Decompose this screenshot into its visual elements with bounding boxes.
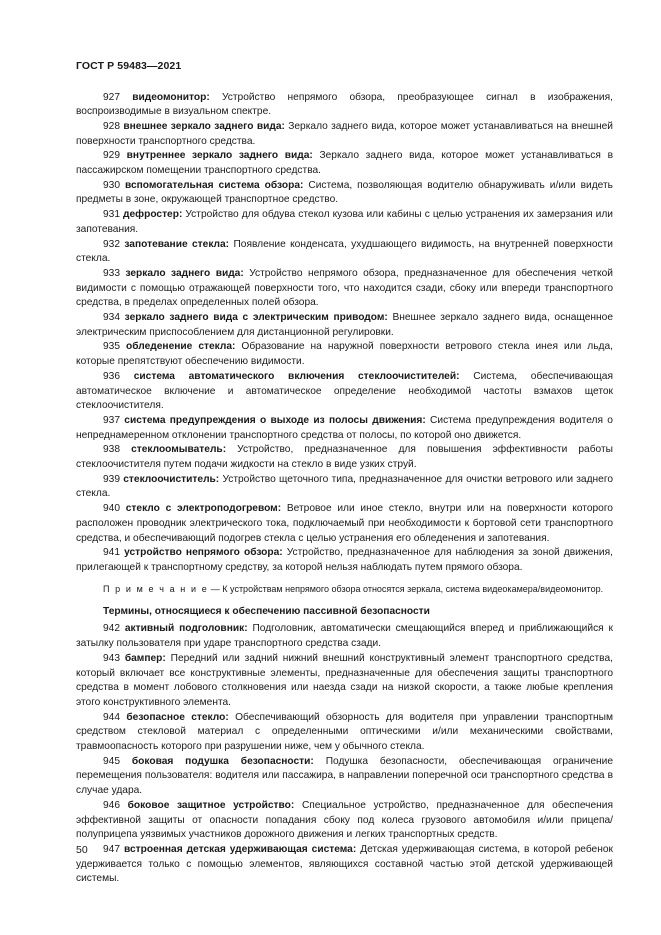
page-number: 50 [76,844,88,856]
entry-term: вспомогательная система обзора: [124,179,304,191]
entry-definition: Подушка безопасности, обеспечивающая ограничение перемещения пользователя: водителя или пассажира, в направлении поперечной оси транспортного средства в случае удара. [76,755,613,797]
term-entry [76,443,613,472]
entry-number: 928 [103,120,120,132]
entry-number: 942 [103,623,120,635]
term-entry [76,711,613,755]
entry-number: 931 [103,209,120,221]
note [76,583,613,596]
entry-term: запотевание стекла: [124,238,230,250]
entry-number: 946 [103,799,120,811]
term-entry [76,755,613,799]
term-entry [76,179,613,208]
term-entry [76,311,613,340]
term-entry [76,473,613,502]
entry-term: зеркало заднего вида с электрическим приводом: [124,312,388,324]
entry-definition: Устройство щеточного типа, предназначенное для очистки ветрового или заднего стекла. [76,473,613,500]
term-entry [76,149,613,178]
entry-number: 932 [103,238,120,250]
entry-definition: Зеркало заднего вида, которое может устанавливаться на внешней поверхности транспортного средства. [76,120,613,147]
term-entry [76,622,613,651]
entry-term: видеомонитор: [132,91,210,103]
entry-definition: Система предупреждения водителя о непреднамеренном отклонении транспортного средства от полосы, по которой оно движется. [76,414,613,441]
term-entry [76,120,613,149]
entry-number: 935 [103,341,120,353]
term-entry [76,208,613,237]
entry-term: система предупреждения о выходе из полосы движения: [124,414,426,426]
term-entry [76,546,613,575]
entry-definition: Устройство для обдува стекол кузова или кабины с целью устранения их замерзания или запотевания. [76,209,613,235]
entry-term: безопасное стекло: [126,711,229,723]
entry-definition: Детская удерживающая система, в которой ребенок удерживается только с помощью элементов, являющихся составной частью этой детской удерживающей системы. [76,843,613,885]
document-body [76,91,613,888]
entry-definition: Передний или задний нижний внешний конструктивный элемент транспортного средства, который включает все конструктивные элементы, предназначенные для обеспечения защиты транспортного средства в момент лобового столкновения или наезда сзади на низкой скорости, а также любые крепления этого конструктивного элемента. [76,652,613,708]
entry-number: 947 [103,843,120,855]
page-header: ГОСТ Р 59483—2021 [76,60,182,72]
term-entry [76,340,613,369]
note-label: П р и м е ч а н и е [103,583,209,594]
term-entry [76,799,613,843]
entry-definition: Ветровое или иное стекло, внутри или на поверхности которого расположен проводник электрического тока, подключаемый при необходимости к бортовой сети транспортного средства, и обеспечивающий подогрев стекла с целью устранения его обледенения и запотевания. [76,503,613,544]
entry-number: 929 [103,150,120,162]
term-entry [76,238,613,267]
entry-number: 936 [103,370,120,382]
entry-definition: Появление конденсата, ухудшающего видимость, на внутренней поверхности стекла. [76,238,613,265]
entry-definition: Система, обеспечивающая автоматическое включение и автоматическое определение необходимой частоты взмахов щеток стеклоочистителя. [76,370,613,412]
entry-term: бампер: [124,652,166,664]
entry-term: обледенение стекла: [126,341,236,353]
entry-number: 933 [103,267,120,279]
entry-term: система автоматического включения стеклоочистителей: [133,370,460,382]
entry-number: 943 [103,652,120,664]
entry-definition: Подголовник, автоматически смещающийся вперед и приближающийся к затылку пользователя при ударе транспортного средства сзади. [76,623,613,650]
entries-group-b [76,622,613,887]
entry-number: 938 [103,444,120,456]
entry-definition: Обеспечивающий обзорность для водителя при управлении транспортным средством стекловой материал с определенными оптическими и/или механическими свойствами, травмоопасность которого при разрушении ниже, чем у обычного стекла. [76,711,613,753]
term-entry [76,267,613,311]
entry-definition: Зеркало заднего вида, которое может устанавливаться в пассажирском помещении транспортного средства. [76,150,613,177]
entry-term: боковое защитное устройство: [127,799,295,811]
entry-definition: Устройство, предназначенное для повышения эффективности работы стеклоочистителя путем подачи жидкости на стекло в виде узких струй. [76,444,613,471]
entry-definition: Устройство непрямого обзора, преобразующее сигнал в изображения, воспроизводимые в визуальном спектре. [76,91,613,118]
entry-term: устройство непрямого обзора: [124,547,283,559]
entry-term: стеклоомыватель: [131,444,227,456]
entry-term: дефростер: [123,209,183,221]
entry-definition: Устройство непрямого обзора, предназначенное для обеспечения четкой видимости с помощью отражающей поверхности того, что находится сзади, сбоку или впереди транспортного средства, в пределах определенных полей обзора. [76,267,613,309]
entry-definition: Специальное устройство, предназначенное для обеспечения эффективной защиты от опасности попадания сбоку под колеса грузового автомобиля и/или прицепа/полуприцепа уязвимых участников дорожного движения и легких транспортных средств. [76,799,613,841]
entry-term: зеркало заднего вида: [125,267,244,279]
term-entry [76,843,613,887]
note-text: — К устройствам непрямого обзора относятся зеркала, система видеокамера/видеомонитор. [208,583,604,594]
entry-definition: Образование на наружной поверхности ветрового стекла инея или льда, которые препятствуют обеспечению видимости. [76,341,613,368]
entry-number: 944 [103,711,120,723]
entry-term: боковая подушка безопасности: [131,755,314,767]
entry-term: внутреннее зеркало заднего вида: [126,150,313,162]
term-entry [76,370,613,414]
entry-definition: Система, позволяющая водителю обнаруживать и/или видеть предметы в зоне, окружающей транспортное средство. [76,179,613,206]
term-entry [76,652,613,711]
entry-term: стеклоочиститель: [123,473,220,485]
entry-number: 941 [103,547,120,559]
entry-number: 927 [103,91,120,103]
entry-number: 940 [103,503,120,515]
entry-term: внешнее зеркало заднего вида: [123,120,285,132]
entry-term: встроенная детская удерживающая система: [123,843,357,855]
entry-number: 930 [103,179,120,191]
entry-number: 934 [103,312,120,324]
entry-term: активный подголовник: [124,623,248,635]
entry-number: 939 [103,473,120,485]
term-entry [76,414,613,443]
entry-definition: Внешнее зеркало заднего вида, оснащенное электрическим приспособлением для дистанционной регулировки. [76,312,613,338]
entries-group-a [76,91,613,576]
entry-term: стекло с электроподогревом: [125,503,282,515]
entry-number: 945 [103,755,120,767]
term-entry [76,91,613,120]
entry-number: 937 [103,414,120,426]
term-entry [76,502,613,546]
section-heading: Термины, относящиеся к обеспечению пассивной безопасности [103,605,430,617]
entry-definition: Устройство, предназначенное для наблюдения за зоной движения, прилегающей к транспортному средству, за которой нельзя наблюдать путем прямого обзора. [76,547,613,573]
